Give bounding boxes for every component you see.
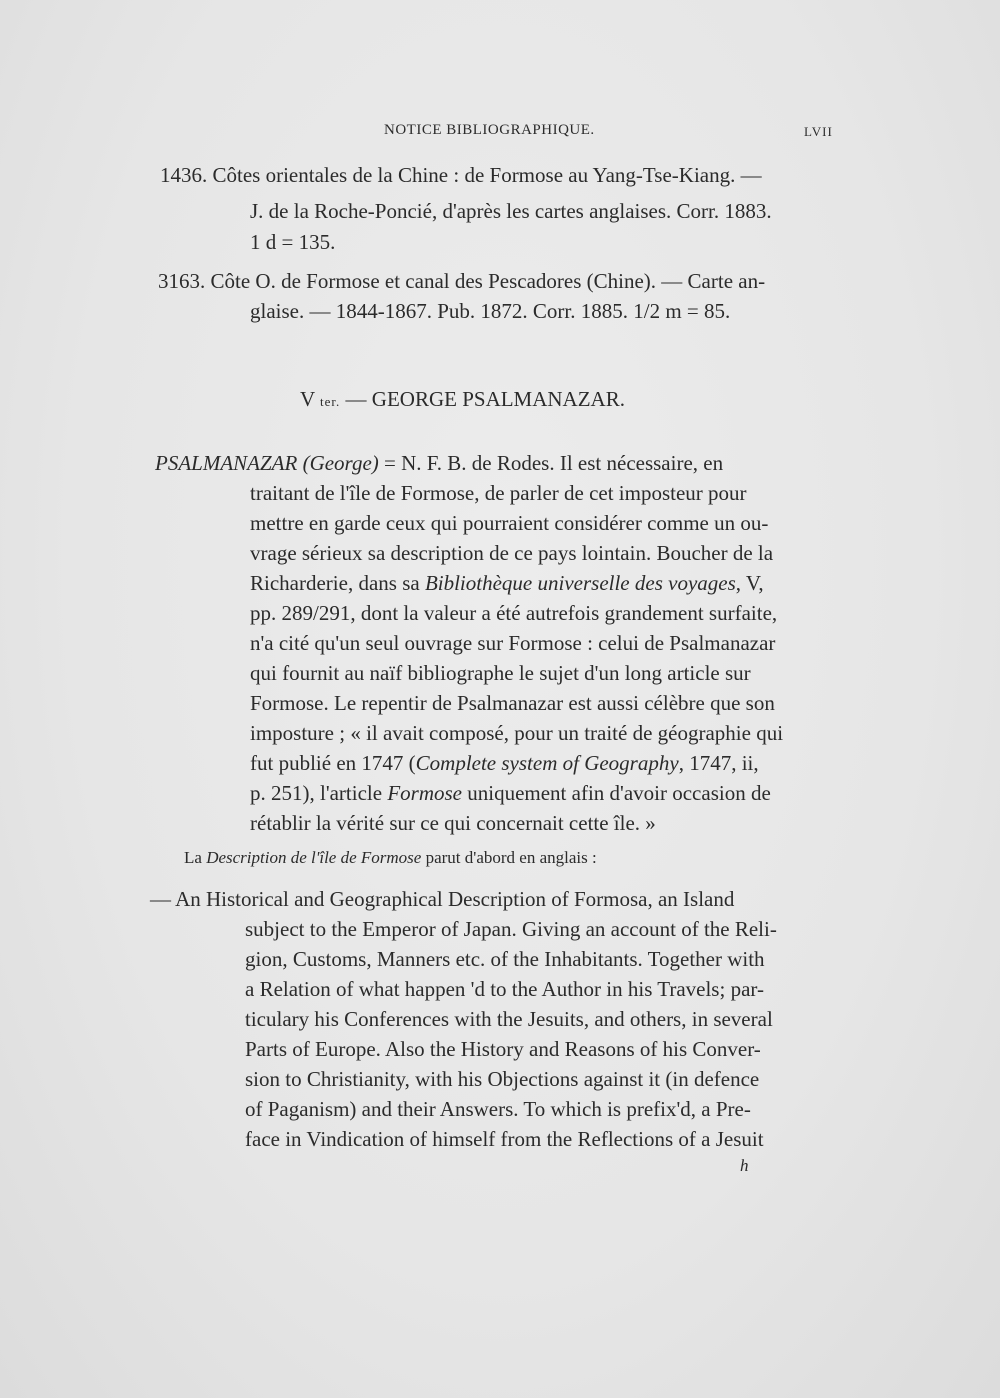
intro-line: La Description de l'île de Formose parut d'abord en anglais :: [184, 848, 597, 867]
signature-mark: h: [740, 1156, 749, 1175]
psalmanazar-line-2: traitant de l'île de Formose, de parler de cet imposteur pour: [250, 481, 747, 505]
book-title: Complete system of Geography: [415, 751, 679, 775]
page-number: LVII: [804, 124, 833, 139]
entry-3163-line-2: glaise. — 1844-1867. Pub. 1872. Corr. 1885. 1/2 m = 85.: [250, 299, 731, 323]
book-title: Description de l'île de Formose: [206, 848, 422, 867]
psalmanazar-line-9: Formose. Le repentir de Psalmanazar est aussi célèbre que son: [250, 691, 775, 715]
historical-line-1: — An Historical and Geographical Description of Formosa, an Island: [150, 887, 735, 911]
author-name: PSALMANAZAR (George): [155, 451, 379, 475]
psalmanazar-line-5: Richarderie, dans sa Bibliothèque universelle des voyages, V,: [250, 571, 764, 595]
historical-line-9: face in Vindication of himself from the Reflections of a Jesuit: [245, 1127, 764, 1151]
historical-line-5: ticulary his Conferences with the Jesuits, and others, in several: [245, 1007, 773, 1031]
article-title: Formose: [387, 781, 462, 805]
historical-line-4: a Relation of what happen 'd to the Author in his Travels; par-: [245, 977, 764, 1001]
running-head: [0, 122, 1000, 146]
psalmanazar-line-13: rétablir la vérité sur ce qui concernait cette île. »: [250, 811, 656, 835]
psalmanazar-line-7: n'a cité qu'un seul ouvrage sur Formose : celui de Psalmanazar: [250, 631, 776, 655]
section-heading: [300, 384, 625, 417]
psalmanazar-line-1: PSALMANAZAR (George) = N. F. B. de Rodes. Il est nécessaire, en: [155, 451, 724, 475]
book-title: Bibliothèque universelle des voyages: [424, 571, 736, 595]
historical-line-7: sion to Christianity, with his Objections against it (in defence: [245, 1067, 760, 1091]
historical-line-8: of Paganism) and their Answers. To which is prefix'd, a Pre-: [245, 1097, 751, 1121]
entry-1436-line-1: 1436. Côtes orientales de la Chine : de Formose au Yang-Tse-Kiang. —: [160, 163, 762, 187]
psalmanazar-line-12: p. 251), l'article Formose uniquement afin d'avoir occasion de: [250, 781, 771, 805]
section-name: GEORGE PSALMANAZAR.: [371, 387, 625, 411]
section-numeral: V: [300, 387, 315, 411]
psalmanazar-line-4: vrage sérieux sa description de ce pays lointain. Boucher de la: [250, 541, 774, 565]
entry-3163-line-1: 3163. Côte O. de Formose et canal des Pescadores (Chine). — Carte an-: [158, 269, 766, 293]
psalmanazar-line-11: fut publié en 1747 (Complete system of Geography, 1747, ii,: [250, 751, 759, 775]
entry-1436-line-2: J. de la Roche-Poncié, d'après les cartes anglaises. Corr. 1883.: [250, 199, 772, 223]
section-dash: —: [345, 387, 367, 411]
running-head-title: NOTICE BIBLIOGRAPHIQUE.: [384, 122, 595, 138]
historical-line-3: gion, Customs, Manners etc. of the Inhabitants. Together with: [245, 947, 765, 971]
psalmanazar-line-8: qui fournit au naïf bibliographe le sujet d'un long article sur: [250, 661, 751, 685]
historical-line-2: subject to the Emperor of Japan. Giving an account of the Reli-: [245, 917, 777, 941]
psalmanazar-line-6: pp. 289/291, dont la valeur a été autrefois grandement surfaite,: [250, 601, 778, 625]
entry-1436-line-3: 1 d = 135.: [250, 230, 336, 254]
psalmanazar-line-3: mettre en garde ceux qui pourraient considérer comme un ou-: [250, 511, 769, 535]
psalmanazar-line-10: imposture ; « il avait composé, pour un traité de géographie qui: [250, 721, 784, 745]
section-ter: ter.: [320, 394, 341, 409]
historical-line-6: Parts of Europe. Also the History and Reasons of his Conver-: [245, 1037, 761, 1061]
